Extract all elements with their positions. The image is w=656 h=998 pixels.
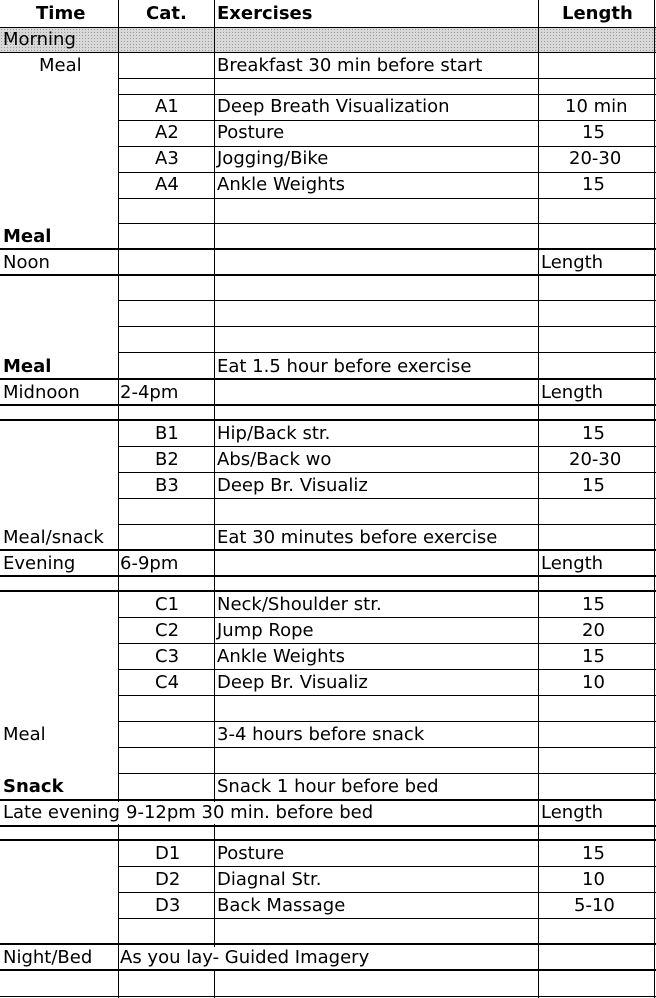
- row-length: 15: [582, 174, 605, 195]
- morning-shaded-row: [0, 28, 656, 52]
- gridline-row: [0, 274, 656, 276]
- noon-meal-text: Eat 1.5 hour before exercise: [217, 356, 472, 377]
- row-cat: C2: [155, 620, 180, 641]
- gridline-row: [0, 996, 656, 997]
- gridline-row: [0, 969, 656, 971]
- row-exercise: Deep Br. Visualiz: [217, 475, 368, 496]
- evening-snack-label: Snack: [3, 776, 64, 797]
- gridline-row: [118, 446, 656, 447]
- row-length: 15: [582, 646, 605, 667]
- gridline-row: [118, 892, 656, 893]
- row-cat: A1: [155, 96, 179, 117]
- row-exercise: Ankle Weights: [217, 174, 346, 195]
- row-cat: B3: [155, 475, 179, 496]
- midnoon-meal-label: Meal/snack: [3, 527, 104, 548]
- gridline-row: [0, 839, 656, 841]
- row-exercise: Jump Rope: [217, 620, 314, 641]
- gridline-row: [118, 524, 656, 525]
- row-length: 20: [582, 620, 605, 641]
- evening-meal-text: 3-4 hours before snack: [217, 724, 425, 745]
- row-length: 15: [582, 423, 605, 444]
- row-length: 15: [582, 122, 605, 143]
- evening-snack-text: Snack 1 hour before bed: [217, 776, 439, 797]
- row-exercise: Diagnal Str.: [217, 869, 322, 890]
- gridline-row: [0, 248, 656, 250]
- gridline-row: [118, 498, 656, 499]
- section-evening-label: Evening: [3, 553, 76, 574]
- row-exercise: Deep Breath Visualization: [217, 96, 450, 117]
- morning-meal-label: Meal: [39, 55, 82, 76]
- gridline-row: [118, 223, 656, 224]
- row-length: 5-10: [574, 895, 615, 916]
- gridline-col-1: [118, 0, 119, 998]
- row-exercise: Neck/Shoulder str.: [217, 594, 382, 615]
- section-noon-label: Noon: [3, 252, 50, 273]
- gridline-row: [118, 721, 656, 722]
- midnoon-time: 2-4pm: [120, 382, 179, 403]
- gridline-row: [118, 643, 656, 644]
- row-length: 10: [582, 869, 605, 890]
- gridline-row: [118, 918, 656, 919]
- gridline-col-2: [214, 0, 215, 998]
- section-late-evening-label: Late evening: [3, 802, 120, 823]
- gridline-row: [118, 94, 656, 95]
- noon-meal-label: Meal: [3, 356, 52, 377]
- row-cat: D1: [155, 843, 181, 864]
- gridline-row: [118, 669, 656, 670]
- row-exercise: Posture: [217, 843, 285, 864]
- row-exercise: Deep Br. Visualiz: [217, 672, 368, 693]
- row-exercise: Back Massage: [217, 895, 346, 916]
- gridline-row: [118, 472, 656, 473]
- gridline-row: [118, 172, 656, 173]
- section-morning-label: Morning: [3, 29, 76, 50]
- section-midnoon-label: Midnoon: [3, 382, 80, 403]
- row-cat: C3: [155, 646, 180, 667]
- gridline-row: [118, 300, 656, 301]
- header-time: Time: [36, 3, 86, 24]
- evening-meal-label: Meal: [3, 724, 46, 745]
- row-cat: D2: [155, 869, 181, 890]
- gridline-row: [118, 773, 656, 774]
- gridline-row: [0, 549, 656, 551]
- row-length: 15: [582, 594, 605, 615]
- night-text: As you lay- Guided Imagery: [120, 947, 370, 968]
- late-evening-length-label: Length: [541, 802, 604, 823]
- row-cat: C1: [155, 594, 180, 615]
- gridline-row: [0, 799, 656, 801]
- row-length: 10: [582, 672, 605, 693]
- gridline-row: [0, 52, 656, 53]
- gridline-row: [0, 27, 656, 28]
- late-evening-note: 9-12pm 30 min. before bed: [126, 802, 374, 823]
- midnoon-length-label: Length: [541, 382, 604, 403]
- row-length: 20-30: [569, 449, 622, 470]
- row-length: 10 min: [565, 96, 628, 117]
- row-cat: D3: [155, 895, 181, 916]
- midnoon-meal-text: Eat 30 minutes before exercise: [217, 527, 498, 548]
- morning-end-meal-label: Meal: [3, 226, 52, 247]
- gridline-row: [118, 78, 656, 79]
- header-length: Length: [562, 3, 633, 24]
- row-cat: A4: [155, 174, 179, 195]
- gridline-row: [118, 695, 656, 696]
- row-cat: A3: [155, 148, 179, 169]
- noon-length-label: Length: [541, 252, 604, 273]
- gridline-col-3: [538, 0, 539, 998]
- section-night-label: Night/Bed: [3, 947, 93, 968]
- evening-time: 6-9pm: [120, 553, 179, 574]
- morning-meal-text: Breakfast 30 min before start: [217, 55, 483, 76]
- evening-length-label: Length: [541, 553, 604, 574]
- header-cat: Cat.: [146, 3, 187, 24]
- gridline-row: [0, 404, 656, 406]
- row-length: 20-30: [569, 148, 622, 169]
- gridline-row: [0, 590, 656, 592]
- row-exercise: Abs/Back wo: [217, 449, 332, 470]
- row-cat: A2: [155, 122, 179, 143]
- gridline-row: [0, 378, 656, 380]
- gridline-row: [118, 866, 656, 867]
- gridline-row: [0, 943, 656, 945]
- row-exercise: Posture: [217, 122, 285, 143]
- row-length: 15: [582, 843, 605, 864]
- row-cat: B1: [155, 423, 179, 444]
- gridline-row: [118, 617, 656, 618]
- row-exercise: Ankle Weights: [217, 646, 346, 667]
- header-exercises: Exercises: [217, 3, 313, 24]
- gridline-row: [118, 326, 656, 327]
- gridline-row: [0, 419, 656, 421]
- row-cat: B2: [155, 449, 179, 470]
- row-length: 15: [582, 475, 605, 496]
- gridline-col-4: [654, 0, 655, 998]
- gridline-row: [0, 575, 656, 577]
- gridline-row: [118, 352, 656, 353]
- row-exercise: Hip/Back str.: [217, 423, 331, 444]
- row-cat: C4: [155, 672, 180, 693]
- gridline-row: [118, 120, 656, 121]
- gridline-row: [118, 146, 656, 147]
- gridline-row: [118, 747, 656, 748]
- gridline-row: [0, 825, 656, 827]
- row-exercise: Jogging/Bike: [217, 148, 329, 169]
- gridline-row: [118, 198, 656, 199]
